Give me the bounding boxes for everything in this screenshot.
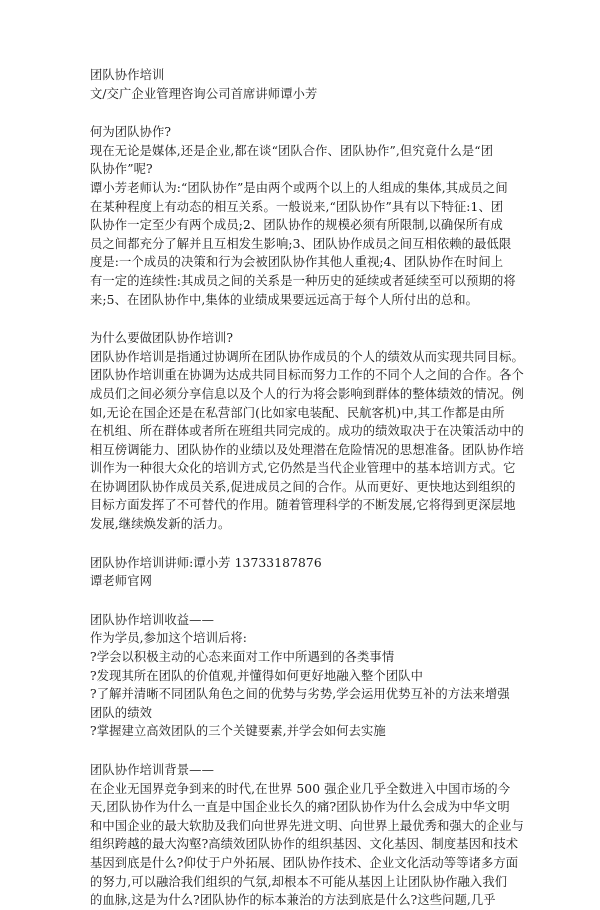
body-line: 队协作一定至少有两个成员;2、团队协作的规模必须有所限制,以确保所有成: [90, 218, 503, 233]
body-line: 在协调团队协作成员关系,促进成员之间的合作。从而更好、更快地达到组织的: [90, 479, 516, 494]
list-item: ?学会以积极主动的心态来面对工作中所遇到的各类事情: [90, 650, 395, 665]
author-line: 文/交广企业管理咨询公司首席讲师谭小芳: [90, 86, 318, 101]
body-line: 相互傍调能力、团队协作的业绩以及处理潜在危险情况的思想准备。团队协作培: [90, 442, 524, 457]
document-title: 团队协作培训: [90, 68, 165, 82]
document-page: [90, 66, 524, 910]
spacer: [90, 103, 520, 123]
body-line: 天,团队协作为什么一直是中国企业长久的痛?团队协作为什么会成为中华文明: [90, 800, 510, 815]
section-heading-background: 团队协作培训背景——: [90, 763, 214, 777]
list-item: ?发现其所在团队的价值观,并懂得如何更好地融入整个团队中: [90, 668, 424, 683]
body-line: 如,无论在国企还是在私营部门(比如家电装配、民航客机)中,其工作都是由所: [90, 405, 505, 420]
body-line: 发展,继续焕发新的活力。: [90, 517, 231, 532]
body-line: 队协作”呢?: [90, 162, 153, 177]
body-line: 作为学员,参加这个培训后将:: [90, 631, 248, 646]
body-line: 目标方面发挥了不可替代的作用。随着管理科学的不断发展,它将得到更深层地: [90, 498, 516, 513]
body-line: 成员们之间必须分享信息以及个人的行为将会影响到群体的整体绩效的情况。例: [90, 386, 524, 401]
body-line: 基因到底是什么?仰仗于户外拓展、团队协作技术、企业文化活动等等诸多方面: [90, 855, 519, 870]
spacer: [90, 591, 520, 611]
body-line: 谭小芳老师认为:“团队协作”是由两个或两个以上的人组成的集体,其成员之间: [90, 180, 508, 195]
body-line: 的血脉,这是为什么?团队协作的标本兼治的方法到底是什么?这些问题,几乎: [90, 893, 496, 908]
section-heading-why-training: 为什么要做团队协作培训?: [90, 331, 234, 346]
body-line: 度是:一个成员的决策和行为会被团队协作其他人重视;4、团队协作在时间上: [90, 255, 504, 270]
trainer-contact: 团队协作培训讲师:谭小芳 13733187876: [90, 555, 322, 570]
body-line: 在企业无国界竞争到来的时代,在世界 500 强企业几乎全数进入中国市场的今: [90, 781, 511, 796]
body-line: 现在无论是媒体,还是企业,都在谈“团队合作、团队协作”,但究竟什么是“团: [90, 143, 494, 158]
list-item: ?了解并清晰不同团队角色之间的优势与劣势,学会运用优势互补的方法来增强: [90, 687, 510, 702]
body-line: 的努力,可以融洽我们组织的气氛,却根本不可能从基因上让团队协作融入我们: [90, 874, 508, 889]
body-line: 团队协作培训重在协调为达成共同目标而努力工作的不同个人之间的合作。各个: [90, 368, 524, 383]
spacer: [90, 741, 520, 761]
list-item: 团队的绩效: [90, 705, 152, 720]
body-line: 在某种程度上有动态的相互关系。一般说来,“团队协作”具有以下特征:1、团: [90, 199, 504, 214]
list-item: ?掌握建立高效团队的三个关键要素,并学会如何去实施: [90, 724, 386, 739]
body-line: 来;5、在团队协作中,集体的业绩成果要远远高于每个人所付出的总和。: [90, 292, 479, 307]
spacer: [90, 534, 520, 554]
body-line: 有一定的连续性:其成员之间的关系是一种历史的延续或者延续至可以预期的将: [90, 273, 516, 288]
spacer: [90, 309, 520, 329]
body-line: 训作为一种很大众化的培训方式,它仍然是当代企业管理中的基本培训方式。它: [90, 461, 516, 476]
section-heading-what-is-teamwork: 何为团队协作?: [90, 125, 172, 140]
section-heading-benefits: 团队协作培训收益——: [90, 612, 214, 627]
body-line: 和中国企业的最大软肋及我们向世界先进文明、向世界上最优秀和强大的企业与: [90, 818, 524, 833]
body-line: 团队协作培训是指通过协调所在团队协作成员的个人的绩效从而实现共同目标。: [90, 349, 524, 364]
body-line: 组织跨越的最大沟壑?高绩效团队协作的组织基因、文化基因、制度基因和技术: [90, 837, 519, 852]
body-line: 员之间都充分了解并且互相发生影响;3、团队协作成员之间互相依赖的最低限: [90, 236, 512, 251]
body-line: 在机组、所在群体或者所在班组共同完成的。成功的绩效取决于在决策活动中的: [90, 424, 524, 439]
official-site-link[interactable]: 谭老师官网: [90, 574, 152, 589]
